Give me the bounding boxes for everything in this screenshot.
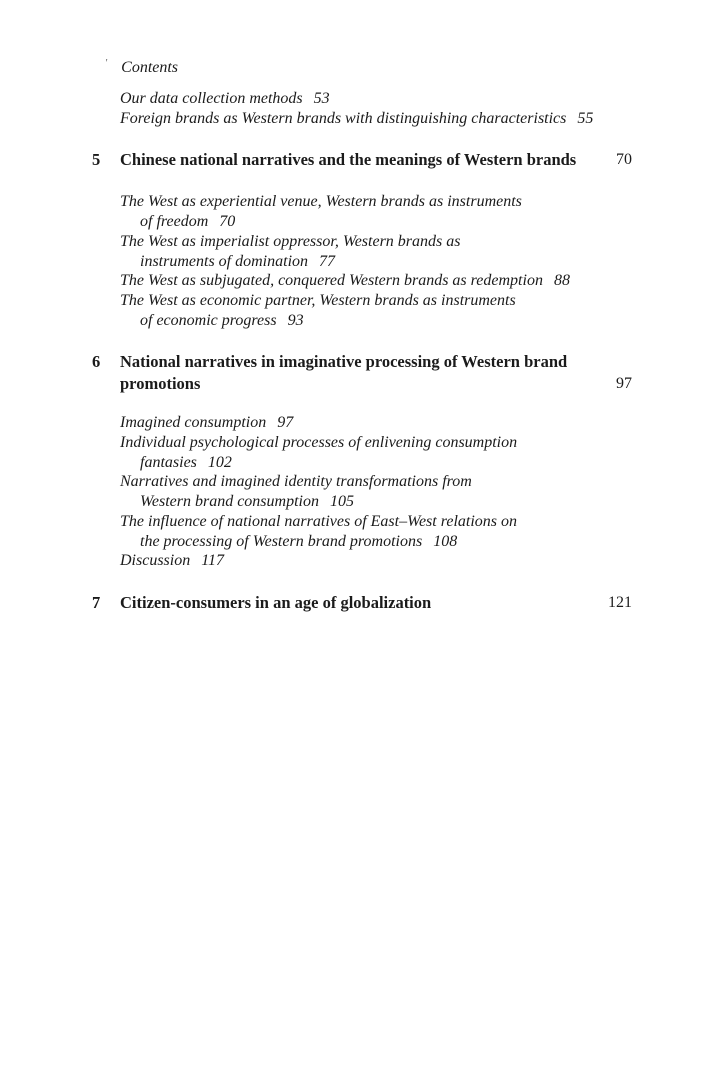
entry-page-number: 117 <box>201 552 225 570</box>
entry-text: The West as economic partner, Western brands as instruments <box>120 291 516 309</box>
chapter-title <box>120 592 600 614</box>
entry-text: the processing of Western brand promotions <box>140 532 423 550</box>
entry-page-number: 53 <box>313 90 330 107</box>
entry-page-number: 55 <box>577 109 594 127</box>
entry-page-number: 77 <box>319 252 336 270</box>
header-mark: ' <box>105 58 108 69</box>
page-header <box>105 54 632 78</box>
toc-entry <box>120 512 632 551</box>
entry-text: Western brand consumption <box>140 493 319 511</box>
toc-entry <box>120 291 632 330</box>
chapter-title <box>120 149 608 171</box>
entry-text: instruments of domination <box>140 252 309 270</box>
chapter-6-entries <box>120 413 632 571</box>
entry-text: Imagined consumption <box>120 414 267 432</box>
chapter-number: 6 <box>92 352 101 372</box>
entry-page-number: 93 <box>287 311 304 329</box>
front-entries <box>120 89 632 128</box>
entry-page-number: 88 <box>553 272 570 290</box>
entry-text: The West as subjugated, conquered Western brands as redemption <box>120 272 543 290</box>
entry-text: Our data collection methods <box>120 90 303 107</box>
entry-text: of economic progress <box>140 311 277 329</box>
entry-text: Foreign brands as Western brands with distinguishing characteristics <box>120 109 567 127</box>
chapter-page-number: 70 <box>616 151 632 169</box>
toc-entry <box>120 413 632 433</box>
entry-page-number: 102 <box>207 453 232 471</box>
toc-entry <box>120 232 632 271</box>
toc-entry <box>120 433 632 472</box>
entry-text: of freedom <box>140 213 209 231</box>
chapter-page-number: 121 <box>608 593 632 611</box>
entry-text: The influence of national narratives of East–West relations on <box>120 512 518 530</box>
chapter-number: 7 <box>92 592 101 612</box>
toc-entry <box>120 89 632 109</box>
entry-text: The West as experiential venue, Western brands as instruments <box>120 193 522 211</box>
entry-text: Individual psychological processes of enlivening consumption <box>120 434 518 452</box>
contents-column <box>92 54 632 614</box>
chapter-title-line: Chinese national narratives and the meanings of Western brands <box>120 150 577 170</box>
chapter-page-number: 97 <box>616 375 632 393</box>
toc-entry <box>120 192 632 231</box>
chapter-title-line: promotions <box>120 374 201 394</box>
toc-entry <box>120 109 632 129</box>
chapter-heading-7 <box>92 592 632 614</box>
entry-text: The West as imperialist oppressor, Western brands as <box>120 232 461 250</box>
entry-page-number: 108 <box>433 532 458 550</box>
chapter-title <box>120 351 608 395</box>
chapter-title-line: National narratives in imaginative processing of Western brand <box>120 352 568 372</box>
entry-text: fantasies <box>140 453 197 471</box>
entry-page-number: 70 <box>219 213 236 231</box>
chapter-5-entries <box>120 192 632 330</box>
entry-text: Narratives and imagined identity transformations from <box>120 473 472 491</box>
entry-text: Discussion <box>120 552 191 570</box>
chapter-heading-5 <box>92 149 632 171</box>
toc-entry <box>120 271 632 291</box>
chapter-heading-6 <box>92 351 632 395</box>
toc-entry <box>120 551 632 571</box>
entry-page-number: 97 <box>277 414 294 432</box>
chapter-number: 5 <box>92 150 101 170</box>
chapter-title-line: Citizen-consumers in an age of globalization <box>120 592 432 612</box>
toc-entry <box>120 472 632 511</box>
entry-page-number: 105 <box>329 493 354 511</box>
contents-title: Contents <box>121 59 179 76</box>
